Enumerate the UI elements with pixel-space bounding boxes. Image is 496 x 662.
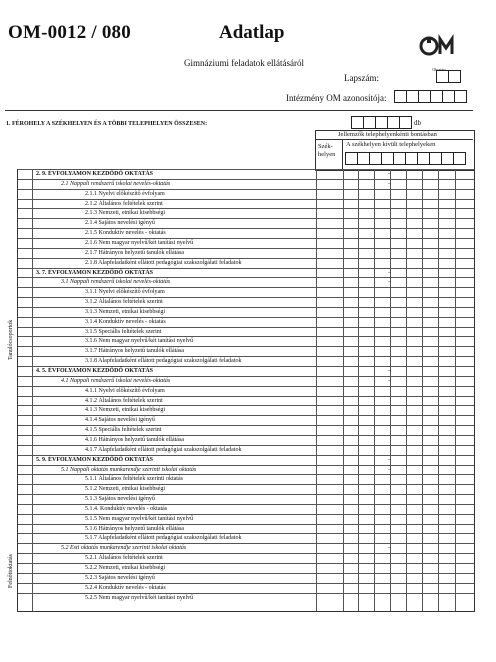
row-dash: –: [388, 466, 391, 473]
row-dash: –: [388, 377, 391, 384]
row-label: 2.1.5 Konduktív nevelés - oktatás: [85, 230, 166, 237]
row-label: 4.1.7 Alapfeladatként ellátott pedagógiai szakszolgálati feladatok: [85, 446, 242, 453]
column-header-szekhely: Szék-helyen: [318, 143, 336, 158]
table-row: [18, 524, 474, 534]
lapszam-boxes[interactable]: [437, 70, 461, 83]
table-row: [18, 179, 474, 189]
column-header-top: Jellemzők telephelyenkénti bontásban: [338, 131, 437, 138]
row-label: 2.1.2 Általános feltételek szerint: [85, 200, 163, 207]
row-label: 2.1.8 Alapfeladatként ellátott pedagógiai szakszolgálati feladatok: [85, 259, 242, 266]
table-row: [18, 445, 474, 455]
row-label: 3.1 Nappali rendszerű iskolai nevelés-oktatás: [61, 279, 171, 286]
side-label-tanulocsoportok: Tanulócsoportok: [8, 319, 14, 360]
table-row: [18, 277, 474, 287]
row-label: 5.2.5 Nem magyar nyelvű/két tanítási nyelvű: [85, 594, 194, 601]
row-label: 5.1.7 Alapfeladatként ellátott pedagógiai szakszolgálati feladatok: [85, 535, 242, 542]
row-label: 4.1.5 Speciális feltételek szerint: [85, 427, 162, 434]
row-label: 2.1.4 Sajátos nevelési igényű: [85, 220, 155, 227]
table-row: [18, 533, 474, 543]
table-row: [18, 396, 474, 406]
table-row: [18, 258, 474, 268]
row-dash: –: [388, 368, 391, 374]
table-row: [18, 346, 474, 356]
digit-box[interactable]: [448, 70, 461, 83]
row-label: 2.1 Nappali rendszerű iskolai nevelés-oktatás: [61, 180, 171, 187]
table-row: [18, 405, 474, 415]
table-row: [18, 199, 474, 209]
divider: [5, 110, 473, 111]
form-subtitle: Gimnáziumi feladatok ellátásáról: [184, 58, 304, 68]
side-label-felnottoktatas: Felnőttoktatás: [8, 554, 14, 588]
row-label: 5.1.5 Nem magyar nyelvű/két tanítási nyelvű: [85, 515, 194, 522]
header-divider: [342, 139, 343, 169]
table-row: [18, 563, 474, 573]
row-label: 3.1.6 Nem magyar nyelvű/két tanítási nyelvű: [85, 338, 194, 345]
logo-caption: Oktatási: [432, 67, 446, 72]
table-row: [18, 376, 474, 386]
table-row: [18, 208, 474, 218]
header-divider: [315, 139, 473, 140]
row-label: 5.2.3 Sajátos nevelési igényű: [85, 574, 155, 581]
row-dash: –: [388, 456, 391, 463]
table-row: [18, 504, 474, 514]
table-row: [18, 307, 474, 317]
table-row: [18, 583, 474, 593]
table-row: [18, 268, 474, 278]
db-label: db: [414, 119, 421, 127]
row-label: 5.1.2 Nemzeti, etnikai kisebbségi: [85, 486, 165, 493]
column-header-other: A székhelyen kívüli telephelyeken: [346, 141, 436, 148]
row-label: 4.1.1 Nyelvi előkészítő évfolyam: [85, 387, 165, 394]
table-row: [18, 336, 474, 346]
row-label: 2. 9. ÉVFOLYAMON KEZDŐDŐ OKTATÁS: [36, 171, 154, 177]
table-row: [18, 474, 474, 484]
row-dash: –: [388, 545, 391, 552]
row-label: 3.1.7 Hátrányos helyzetű tanulók ellátása: [85, 348, 184, 355]
om-id-boxes[interactable]: [395, 90, 467, 103]
table-row: [18, 287, 474, 297]
row-label: 3.1.1 Nyelvi előkészítő évfolyam: [85, 289, 165, 296]
row-label: 3.1.4 Konduktív nevelés - oktatás: [85, 318, 166, 325]
row-label: 5.1.6 Hátrányos helyzetű tanulók ellátása: [85, 525, 184, 532]
row-label: 3.1.8 Alapfeladatként ellátott pedagógiai szakszolgálati feladatok: [85, 358, 242, 365]
table-row: [18, 484, 474, 494]
table-row: [18, 248, 474, 258]
row-label: 4. 5. ÉVFOLYAMON KEZDŐDŐ OKTATÁS: [36, 368, 154, 374]
table-row: [18, 169, 474, 179]
lapszam-label: Lapszám:: [344, 73, 379, 83]
table-row: [18, 543, 474, 553]
table-row: [18, 425, 474, 435]
row-label: 5.1.1 Általános feltételek szerinti oktatás: [85, 476, 183, 483]
table-row: [18, 228, 474, 238]
om-logo: [419, 34, 459, 72]
row-label: 5.1.4. Konduktív nevelés - oktatás: [85, 505, 168, 512]
row-label: 2.1.3 Nemzeti, etnikai kisebbségi: [85, 210, 165, 217]
row-label: 2.1.6 Nem magyar nyelvű/két tanítási nyelvű: [85, 239, 194, 246]
row-label: 3.1.5 Speciális feltételek szerint: [85, 328, 162, 335]
row-label: 5.2.2 Nemzeti, etnikai kisebbségi: [85, 565, 165, 571]
row-label: 3.1.3 Nemzeti, etnikai kisebbségi: [85, 308, 165, 315]
row-label: 2.1.7 Hátrányos helyzetű tanulók ellátása: [85, 249, 184, 256]
table-row: [18, 415, 474, 425]
row-label: 4.1 Nappali rendszerű iskolai nevelés-oktatás: [61, 377, 171, 384]
row-dash: –: [388, 180, 391, 187]
section-1-count-boxes[interactable]: [352, 116, 412, 129]
table-row: [18, 327, 474, 337]
row-label: 5.1 Nappali oktatás munkarendje szerinti iskolai oktatás: [61, 466, 197, 473]
table-row: [18, 218, 474, 228]
row-label: 3.1.2 Általános feltételek szerint: [85, 299, 163, 306]
table-row: [18, 386, 474, 396]
table-row: [18, 514, 474, 524]
table-row: [18, 455, 474, 465]
om-logo-icon: [419, 34, 459, 58]
table-row: [18, 366, 474, 376]
table-row: [18, 465, 474, 475]
table-row: [18, 435, 474, 445]
telephely-boxes[interactable]: [346, 152, 466, 165]
table-row: [18, 189, 474, 199]
table-row: [18, 317, 474, 327]
section-1-title: 1. FÉROHELY A SZÉKHELYEN ÉS A TÖBBI TELEPHELYEN ÖSSZESEN:: [6, 121, 208, 127]
om-id-label: Intézmény OM azonosítója:: [286, 93, 387, 103]
row-label: 3. 7. ÉVFOLYAMON KEZDŐDŐ OKTATÁS: [36, 269, 154, 276]
digit-box[interactable]: [399, 116, 412, 129]
row-label: 5.1.3 Sajátos nevelési igényű: [85, 496, 155, 503]
table-row: [18, 356, 474, 366]
row-dash: –: [388, 279, 391, 286]
form-code: OM-0012 / 080: [8, 22, 131, 43]
table-row: [18, 593, 474, 603]
table-row: [18, 573, 474, 583]
row-label: 5.2.1 Általános feltételek szerint: [85, 555, 163, 562]
row-label: 4.1.2 Általános feltételek szerint: [85, 397, 163, 404]
row-label: 5.2.4 Konduktív nevelés - oktatás: [85, 584, 166, 591]
row-label: 4.1.4 Sajátos nevelési igényű: [85, 417, 155, 424]
row-dash: –: [388, 171, 391, 177]
row-label: 5. 9. ÉVFOLYAMON KEZDŐDŐ OKTATÁS: [36, 456, 154, 463]
row-label: 2.1.1 Nyelvi előkészítő évfolyam: [85, 190, 165, 197]
row-label: 4.1.6 Hátrányos helyzetű tanulók ellátása: [85, 436, 184, 443]
table-row: [18, 297, 474, 307]
row-dash: –: [388, 269, 391, 276]
form-title: Adatlap: [219, 22, 285, 43]
digit-box[interactable]: [454, 90, 467, 103]
digit-box[interactable]: [453, 152, 466, 165]
row-label: 4.1.3 Nemzeti, etnikai kisebbségi: [85, 407, 165, 414]
table-row: [18, 494, 474, 504]
data-table: [17, 169, 475, 612]
row-label: 5.2 Esti oktatás munkarendje szerinti iskolai oktatás: [61, 545, 187, 552]
table-row: [18, 553, 474, 563]
table-row: [18, 238, 474, 248]
